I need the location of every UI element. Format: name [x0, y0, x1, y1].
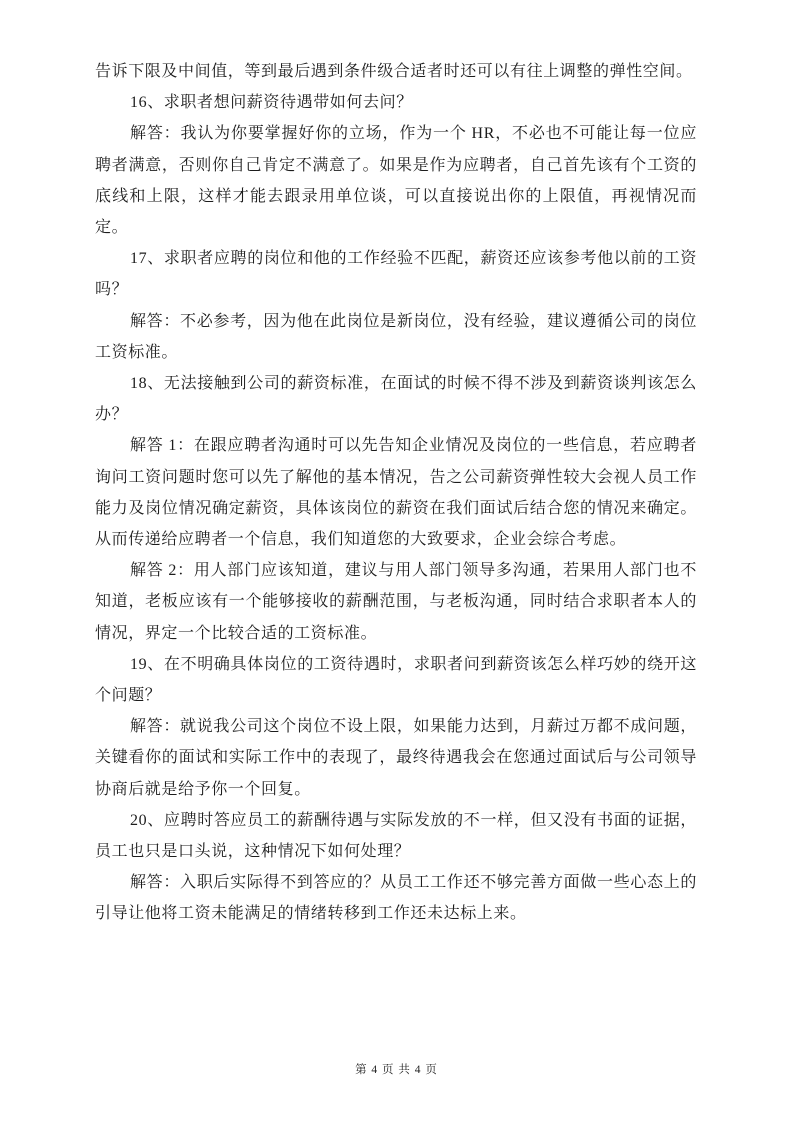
paragraph: 解答 2：用人部门应该知道，建议与用人部门领导多沟通，若果用人部门也不知道，老板应该有一个能够接收的薪酬范围，与老板沟通，同时结合求职者本人的情况，界定一个比较合适的工资标准。 — [95, 562, 697, 642]
paragraph: 18、无法接触到公司的薪资标准，在面试的时候不得不涉及到薪资谈判该怎么办？ — [95, 375, 697, 424]
page-number-label: 第 4 页 共 4 页 — [355, 1064, 438, 1076]
document-body — [95, 56, 697, 930]
paragraph: 解答：不必参考，因为他在此岗位是新岗位，没有经验，建议遵循公司的岗位工资标准。 — [95, 312, 697, 361]
paragraph: 17、求职者应聘的岗位和他的工作经验不匹配，薪资还应该参考他以前的工资吗？ — [95, 250, 697, 299]
paragraph: 告诉下限及中间值，等到最后遇到条件级合适者时还可以有往上调整的弹性空间。 — [95, 63, 693, 80]
paragraph: 解答：我认为你要掌握好你的立场，作为一个 HR，不必也不可能让每一位应聘者满意，否则你自己肯定不满意了。如果是作为应聘者，自己首先该有个工资的底线和上限，这样才能去跟录用单位谈，可以直接说出你的上限值，再视情况而定。 — [95, 125, 697, 237]
paragraph: 解答 1：在跟应聘者沟通时可以先告知企业情况及岗位的一些信息，若应聘者询问工资问题时您可以先了解他的基本情况，告之公司薪资弹性较大会视人员工作能力及岗位情况确定薪资，具体该岗位的薪资在我们面试后结合您的情况来确定。从而传递给应聘者一个信息，我们知道您的大致要求，企业会综合考虑。 — [95, 437, 697, 549]
page-footer — [0, 1062, 793, 1078]
paragraph: 19、在不明确具体岗位的工资待遇时，求职者问到薪资该怎么样巧妙的绕开这个问题？ — [95, 655, 697, 705]
paragraph: 20、应聘时答应员工的薪酬待遇与实际发放的不一样，但又没有书面的证据，员工也只是口头说，这种情况下如何处理？ — [95, 811, 697, 861]
paragraph: 解答：就说我公司这个岗位不设上限，如果能力达到，月薪过万都不成问题，关键看你的面试和实际工作中的表现了，最终待遇我会在您通过面试后与公司领导协商后就是给予你一个回复。 — [95, 718, 697, 798]
paragraph: 解答：入职后实际得不到答应的？从员工工作还不够完善方面做一些心态上的引导让他将工资未能满足的情绪转移到工作还未达标上来。 — [95, 874, 697, 923]
paragraph: 16、求职者想问薪资待遇带如何去问？ — [130, 94, 413, 112]
